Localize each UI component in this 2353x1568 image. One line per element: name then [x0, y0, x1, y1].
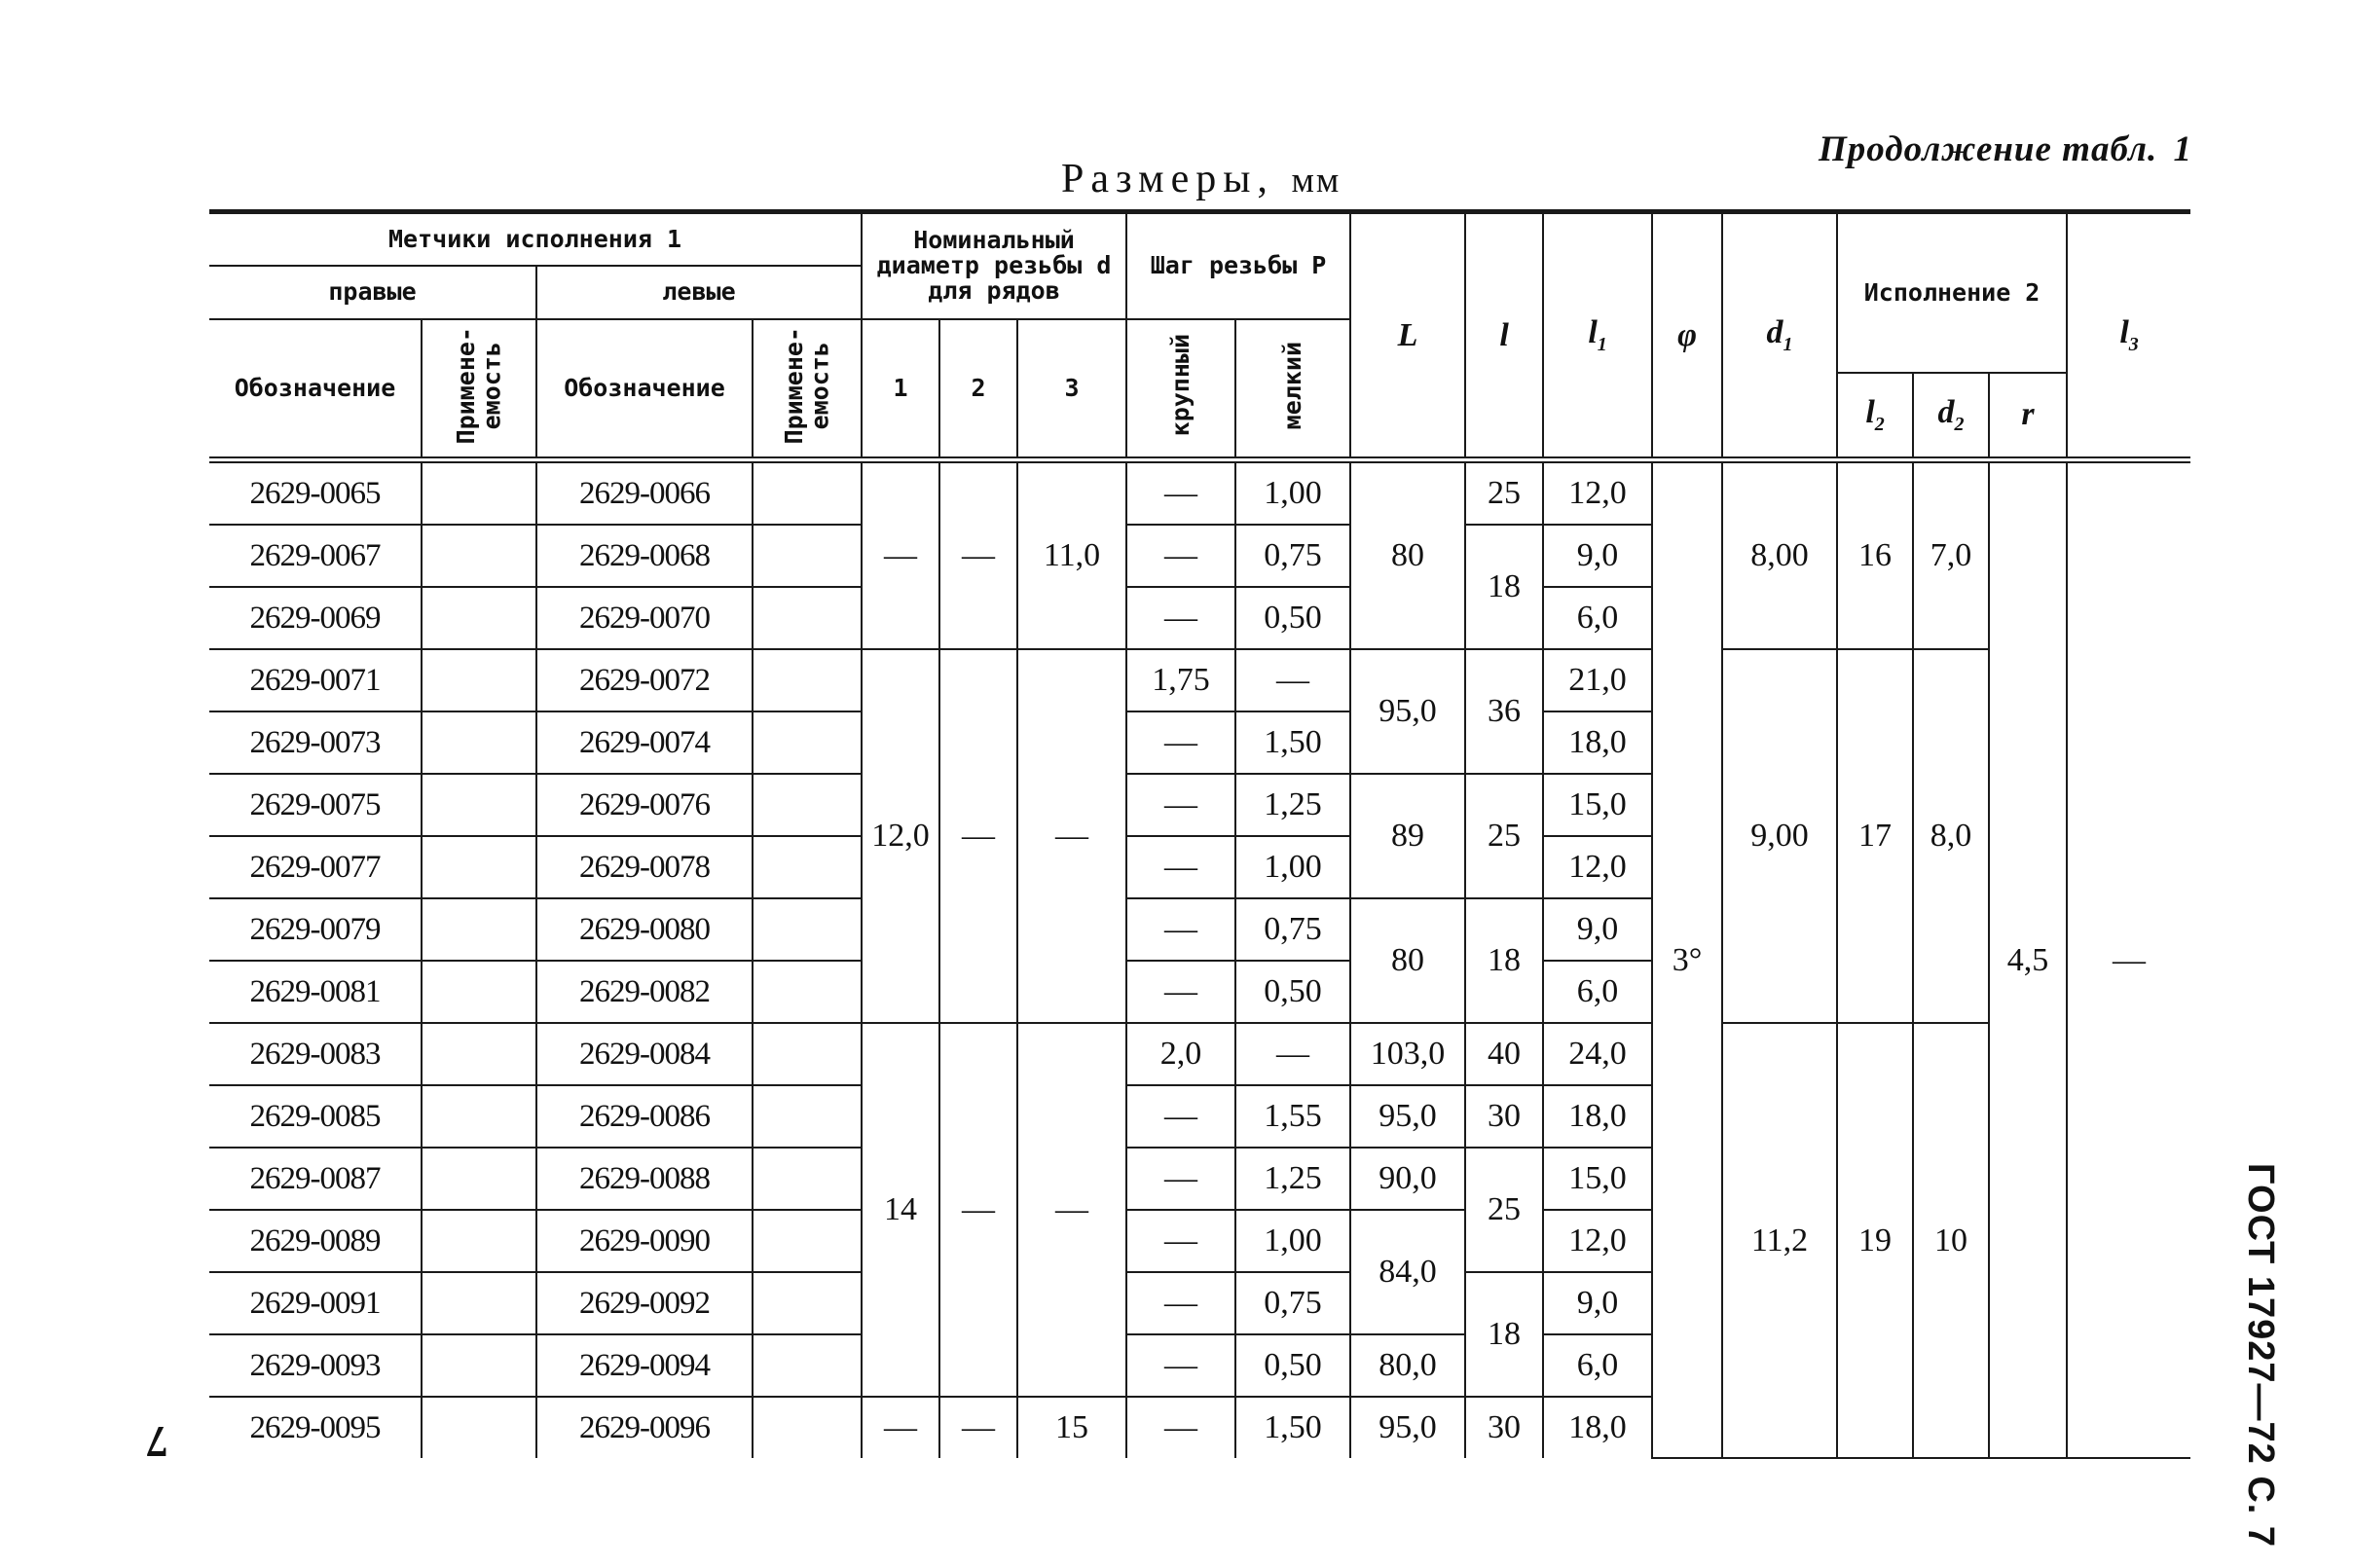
- right-designation: 2629-0073: [209, 711, 422, 774]
- fine-pitch: 0,75: [1235, 898, 1350, 961]
- l1-cell: 18,0: [1543, 1397, 1652, 1458]
- coarse-pitch: —: [1126, 774, 1235, 836]
- d-row1-cell: —: [862, 460, 939, 650]
- coarse-pitch: —: [1126, 587, 1235, 649]
- coarse-pitch: —: [1126, 1334, 1235, 1397]
- left-designation: 2629-0080: [536, 898, 753, 961]
- right-designation: 2629-0093: [209, 1334, 422, 1397]
- l2-cell: 16: [1837, 460, 1913, 650]
- l1-cell: 9,0: [1543, 1272, 1652, 1334]
- right-designation: 2629-0083: [209, 1023, 422, 1085]
- applicability-cell: [753, 1334, 862, 1397]
- left-designation: 2629-0086: [536, 1085, 753, 1148]
- fine-pitch: 1,25: [1235, 1148, 1350, 1210]
- L-cell: 103,0: [1350, 1023, 1465, 1085]
- coarse-pitch: 2,0: [1126, 1023, 1235, 1085]
- fine-pitch: 0,50: [1235, 961, 1350, 1023]
- applicability-cell: [753, 1085, 862, 1148]
- left-designation: 2629-0094: [536, 1334, 753, 1397]
- d-row2-cell: —: [939, 1397, 1017, 1458]
- coarse-pitch: —: [1126, 836, 1235, 898]
- l2-cell: 17: [1837, 649, 1913, 1023]
- fine-pitch: 1,00: [1235, 836, 1350, 898]
- fine-pitch: 1,55: [1235, 1085, 1350, 1148]
- L-cell: 95,0: [1350, 1085, 1465, 1148]
- fine-pitch: 0,75: [1235, 1272, 1350, 1334]
- coarse-pitch: 1,75: [1126, 649, 1235, 711]
- coarse-pitch: —: [1126, 1397, 1235, 1458]
- applicability-cell: [422, 898, 536, 961]
- header-row1: 1: [862, 319, 939, 460]
- applicability-cell: [753, 525, 862, 587]
- right-designation: 2629-0079: [209, 898, 422, 961]
- standard-reference: ГОСТ 17927—72 С. 7: [2240, 1163, 2281, 1549]
- applicability-cell: [422, 1148, 536, 1210]
- d-row1-cell: 12,0: [862, 649, 939, 1023]
- coarse-pitch: —: [1126, 1210, 1235, 1272]
- header-right: правые: [209, 266, 536, 319]
- l1-cell: 12,0: [1543, 1210, 1652, 1272]
- right-designation: 2629-0071: [209, 649, 422, 711]
- right-designation: 2629-0091: [209, 1272, 422, 1334]
- coarse-pitch: —: [1126, 460, 1235, 526]
- header-designation-left: Обозначение: [536, 319, 753, 460]
- coarse-pitch: —: [1126, 1148, 1235, 1210]
- applicability-cell: [753, 1397, 862, 1458]
- d-row2-cell: —: [939, 460, 1017, 650]
- l1-cell: 9,0: [1543, 525, 1652, 587]
- coarse-pitch: —: [1126, 1272, 1235, 1334]
- applicability-cell: [753, 898, 862, 961]
- right-designation: 2629-0087: [209, 1148, 422, 1210]
- left-designation: 2629-0082: [536, 961, 753, 1023]
- header-row2: 2: [939, 319, 1017, 460]
- applicability-cell: [422, 961, 536, 1023]
- l-cell: 40: [1465, 1023, 1543, 1085]
- page-number: 7: [146, 1417, 168, 1467]
- d-row3-cell: 11,0: [1017, 460, 1126, 650]
- d-row3-cell: —: [1017, 649, 1126, 1023]
- fine-pitch: 1,25: [1235, 774, 1350, 836]
- d1-cell: 8,00: [1722, 460, 1837, 650]
- L-cell: 95,0: [1350, 1397, 1465, 1458]
- right-designation: 2629-0069: [209, 587, 422, 649]
- coarse-pitch: —: [1126, 1085, 1235, 1148]
- right-designation: 2629-0089: [209, 1210, 422, 1272]
- L-cell: 90,0: [1350, 1148, 1465, 1210]
- l-cell: 18: [1465, 525, 1543, 649]
- left-designation: 2629-0068: [536, 525, 753, 587]
- left-designation: 2629-0072: [536, 649, 753, 711]
- header-r: r: [1989, 373, 2067, 460]
- L-cell: 95,0: [1350, 649, 1465, 774]
- d2-cell: 10: [1913, 1023, 1989, 1458]
- right-designation: 2629-0081: [209, 961, 422, 1023]
- l-cell: 18: [1465, 1272, 1543, 1397]
- table-title-text: Размеры,: [1061, 157, 1274, 201]
- fine-pitch: 0,50: [1235, 587, 1350, 649]
- applicability-cell: [422, 1085, 536, 1148]
- l2-cell: 19: [1837, 1023, 1913, 1458]
- applicability-cell: [422, 649, 536, 711]
- applicability-cell: [422, 1023, 536, 1085]
- header-fine: мелкий: [1235, 319, 1350, 460]
- l1-cell: 18,0: [1543, 1085, 1652, 1148]
- l1-cell: 15,0: [1543, 1148, 1652, 1210]
- header-nominal-diameter: Номинальный диаметр резьбы d для рядов: [862, 212, 1126, 319]
- left-designation: 2629-0092: [536, 1272, 753, 1334]
- L-cell: 80: [1350, 898, 1465, 1023]
- applicability-cell: [753, 774, 862, 836]
- header-applicability-left: Примене- емость: [753, 319, 862, 460]
- left-designation: 2629-0074: [536, 711, 753, 774]
- d2-cell: 7,0: [1913, 460, 1989, 650]
- header-L: L: [1350, 212, 1465, 460]
- left-designation: 2629-0070: [536, 587, 753, 649]
- applicability-cell: [422, 525, 536, 587]
- applicability-cell: [753, 587, 862, 649]
- dimensions-table: [209, 209, 2190, 1459]
- applicability-cell: [753, 1023, 862, 1085]
- fine-pitch: 1,00: [1235, 1210, 1350, 1272]
- l1-cell: 9,0: [1543, 898, 1652, 961]
- header-version2: Исполнение 2: [1837, 212, 2067, 373]
- header-d1: $d_1$: [1722, 212, 1837, 460]
- header-left: левые: [536, 266, 862, 319]
- L-cell: 84,0: [1350, 1210, 1465, 1334]
- table-row: [209, 460, 2190, 526]
- coarse-pitch: —: [1126, 898, 1235, 961]
- left-designation: 2629-0084: [536, 1023, 753, 1085]
- coarse-pitch: —: [1126, 711, 1235, 774]
- r-cell: 4,5: [1989, 460, 2067, 1459]
- continuation-label: [1819, 128, 2192, 170]
- table-row: [209, 649, 2190, 711]
- fine-pitch: 0,50: [1235, 1334, 1350, 1397]
- header-phi: φ: [1652, 212, 1722, 460]
- l1-cell: 21,0: [1543, 649, 1652, 711]
- l-cell: 36: [1465, 649, 1543, 774]
- applicability-cell: [753, 961, 862, 1023]
- applicability-cell: [753, 1148, 862, 1210]
- right-designation: 2629-0075: [209, 774, 422, 836]
- left-designation: 2629-0066: [536, 460, 753, 526]
- l-cell: 18: [1465, 898, 1543, 1023]
- l1-cell: 12,0: [1543, 460, 1652, 526]
- header-l2: $l_2$: [1837, 373, 1913, 460]
- fine-pitch: 1,50: [1235, 711, 1350, 774]
- header-coarse: крупный: [1126, 319, 1235, 460]
- header-l: l: [1465, 212, 1543, 460]
- table-row: [209, 1023, 2190, 1085]
- header-d2: $d_2$: [1913, 373, 1989, 460]
- l1-cell: 18,0: [1543, 711, 1652, 774]
- d1-cell: 11,2: [1722, 1023, 1837, 1458]
- l1-cell: 15,0: [1543, 774, 1652, 836]
- applicability-cell: [753, 1210, 862, 1272]
- d-row3-cell: 15: [1017, 1397, 1126, 1458]
- header-row3: 3: [1017, 319, 1126, 460]
- l-cell: 30: [1465, 1085, 1543, 1148]
- table-title: [1061, 156, 1341, 202]
- l-cell: 25: [1465, 1148, 1543, 1272]
- l-cell: 25: [1465, 460, 1543, 526]
- applicability-cell: [422, 587, 536, 649]
- applicability-cell: [753, 1272, 862, 1334]
- L-cell: 80: [1350, 460, 1465, 650]
- applicability-cell: [422, 1397, 536, 1458]
- l1-cell: 6,0: [1543, 961, 1652, 1023]
- l1-cell: 12,0: [1543, 836, 1652, 898]
- d-row1-cell: 14: [862, 1023, 939, 1397]
- applicability-cell: [422, 460, 536, 526]
- right-designation: 2629-0077: [209, 836, 422, 898]
- applicability-cell: [422, 1334, 536, 1397]
- left-designation: 2629-0076: [536, 774, 753, 836]
- fine-pitch: —: [1235, 649, 1350, 711]
- phi-cell: 3°: [1652, 460, 1722, 1459]
- continuation-text: Продолжение табл.: [1819, 129, 2158, 169]
- fine-pitch: 1,00: [1235, 460, 1350, 526]
- applicability-cell: [422, 1210, 536, 1272]
- table-units: мм: [1291, 161, 1342, 201]
- header-thread-pitch: Шаг резьбы P: [1126, 212, 1350, 319]
- header-applicability-right: Примене- емость: [422, 319, 536, 460]
- applicability-cell: [753, 460, 862, 526]
- fine-pitch: —: [1235, 1023, 1350, 1085]
- d-row1-cell: —: [862, 1397, 939, 1458]
- continuation-number: 1: [2173, 129, 2192, 169]
- applicability-cell: [753, 836, 862, 898]
- L-cell: 89: [1350, 774, 1465, 898]
- header-designation-right: Обозначение: [209, 319, 422, 460]
- header-taps-version1: Метчики исполнения 1: [209, 212, 862, 266]
- header-l1: $l_1$: [1543, 212, 1652, 460]
- right-designation: 2629-0065: [209, 460, 422, 526]
- applicability-cell: [422, 774, 536, 836]
- fine-pitch: 0,75: [1235, 525, 1350, 587]
- fine-pitch: 1,50: [1235, 1397, 1350, 1458]
- applicability-cell: [753, 649, 862, 711]
- right-designation: 2629-0085: [209, 1085, 422, 1148]
- left-designation: 2629-0078: [536, 836, 753, 898]
- applicability-cell: [422, 711, 536, 774]
- d2-cell: 8,0: [1913, 649, 1989, 1023]
- left-designation: 2629-0090: [536, 1210, 753, 1272]
- applicability-cell: [753, 711, 862, 774]
- d-row3-cell: —: [1017, 1023, 1126, 1397]
- left-designation: 2629-0096: [536, 1397, 753, 1458]
- right-designation: 2629-0095: [209, 1397, 422, 1458]
- applicability-cell: [422, 836, 536, 898]
- l-cell: 25: [1465, 774, 1543, 898]
- L-cell: 80,0: [1350, 1334, 1465, 1397]
- applicability-cell: [422, 1272, 536, 1334]
- d-row2-cell: —: [939, 649, 1017, 1023]
- l1-cell: 6,0: [1543, 1334, 1652, 1397]
- d1-cell: 9,00: [1722, 649, 1837, 1023]
- l1-cell: 6,0: [1543, 587, 1652, 649]
- header-l3: $l_3$: [2067, 212, 2190, 460]
- right-designation: 2629-0067: [209, 525, 422, 587]
- coarse-pitch: —: [1126, 525, 1235, 587]
- l3-cell: —: [2067, 460, 2190, 1459]
- coarse-pitch: —: [1126, 961, 1235, 1023]
- l1-cell: 24,0: [1543, 1023, 1652, 1085]
- l-cell: 30: [1465, 1397, 1543, 1458]
- d-row2-cell: —: [939, 1023, 1017, 1397]
- left-designation: 2629-0088: [536, 1148, 753, 1210]
